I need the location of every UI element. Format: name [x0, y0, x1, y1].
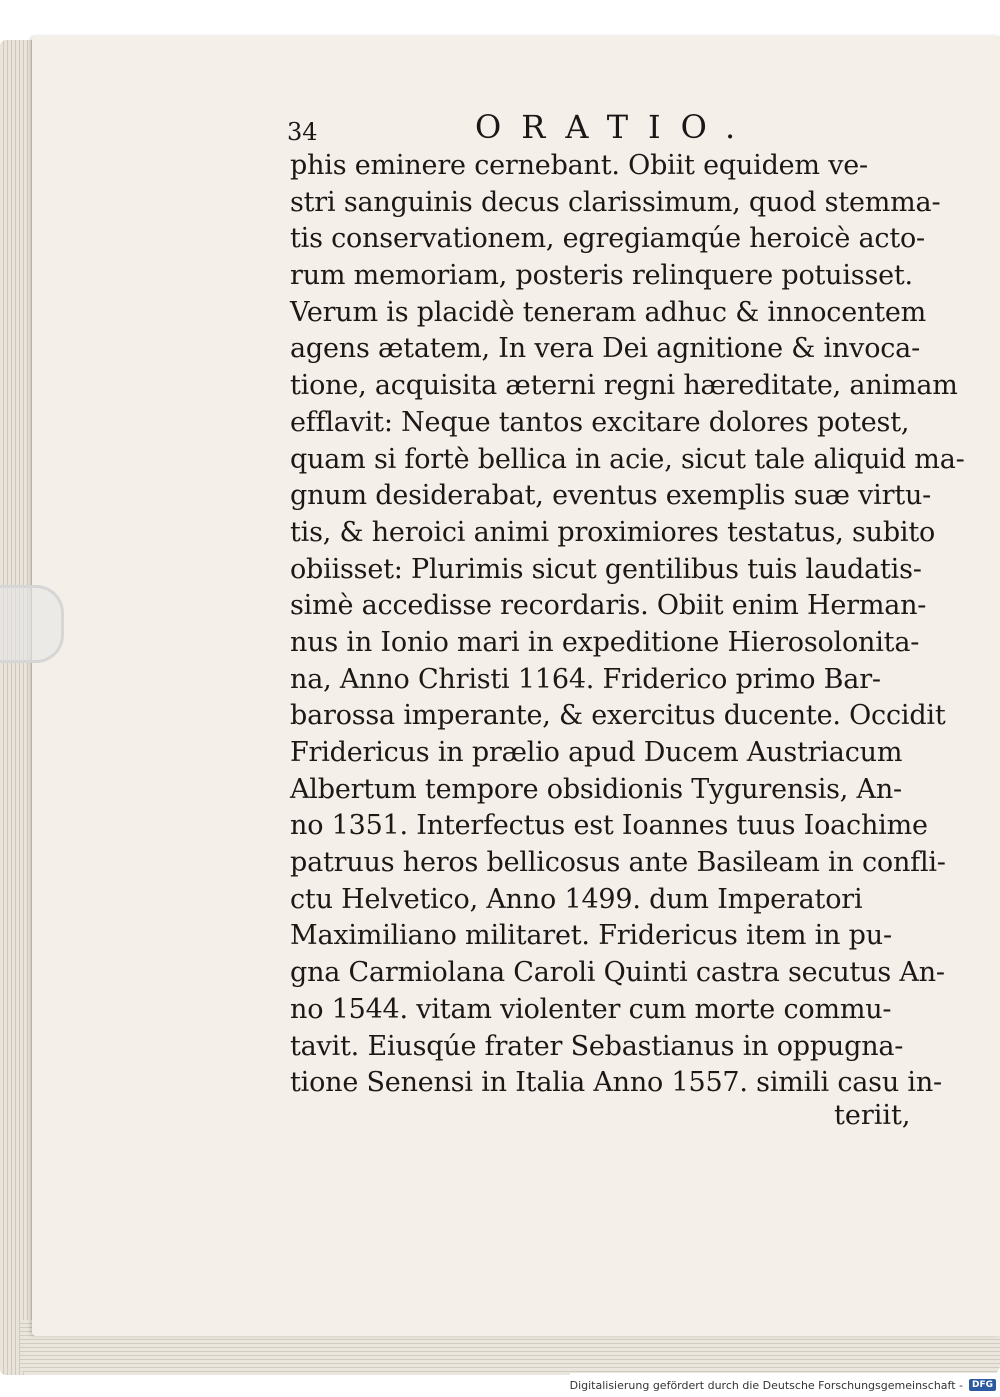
text-line: nus in Ionio mari in expeditione Hierosolonita- [290, 626, 920, 658]
digitization-footer [570, 1373, 1000, 1397]
page-clip [0, 585, 64, 663]
text-line: gnum desiderabat, eventus exemplis suæ virtu- [290, 480, 932, 512]
text-line: tavit. Eiusqúe frater Sebastianus in oppugna- [290, 1030, 904, 1062]
text-line: tione Senensi in Italia Anno 1557. simili casu in- [290, 1067, 942, 1099]
text-line: simè accedisse recordaris. Obiit enim Herman- [290, 590, 927, 622]
text-line: Verum is placidè teneram adhuc & innocentem [290, 296, 927, 328]
text-line: no 1544. vitam violenter cum morte commu- [290, 993, 892, 1025]
text-line: ctu Helvetico, Anno 1499. dum Imperatori [290, 883, 863, 915]
dfg-logo: DFG [969, 1379, 996, 1391]
text-line: patruus heros bellicosus ante Basileam in confli- [290, 847, 946, 879]
text-line: barossa imperante, & exercitus ducente. Occidit [290, 700, 946, 732]
text-line: tis conservationem, egregiamqúe heroicè acto- [290, 223, 925, 255]
text-line: Albertum tempore obsidionis Tygurensis, An- [290, 773, 902, 805]
text-line: obiisset: Plurimis sicut gentilibus tuis laudatis- [290, 553, 922, 585]
text-line: Fridericus in prælio apud Ducem Austriacum [290, 737, 903, 768]
catchword: teriit, [834, 1100, 911, 1131]
text-line: no 1351. Interfectus est Ioannes tuus Ioachime [290, 810, 928, 842]
text-line: agens ætatem, In vera Dei agnitione & invoca- [290, 333, 920, 365]
text-line: Maximiliano militaret. Fridericus item in pu- [290, 920, 892, 952]
text-line: gna Carmiolana Caroli Quinti castra secutus An- [290, 957, 945, 989]
text-line: na, Anno Christi 1164. Friderico primo Bar- [290, 663, 881, 695]
running-head: ORATIO. [475, 108, 756, 146]
text-line: tione, acquisita æterni regni hæreditate, animam [290, 370, 958, 402]
footer-credit: Digitalisierung gefördert durch die Deutsche Forschungsgemeinschaft - [569, 1378, 963, 1392]
page-number: 34 [287, 118, 318, 146]
text-line: rum memoriam, posteris relinquere potuisset. [290, 260, 913, 292]
body-text [290, 148, 965, 1102]
text-line: phis eminere cernebant. Obiit equidem ve- [290, 150, 868, 181]
text-line: quam si fortè bellica in acie, sicut tale aliquid ma- [290, 443, 965, 475]
text-line: efflavit: Neque tantos excitare dolores potest, [290, 406, 910, 438]
text-line: stri sanguinis decus clarissimum, quod stemma- [290, 186, 941, 218]
text-line: tis, & heroici animi proximiores testatus, subito [290, 516, 936, 548]
